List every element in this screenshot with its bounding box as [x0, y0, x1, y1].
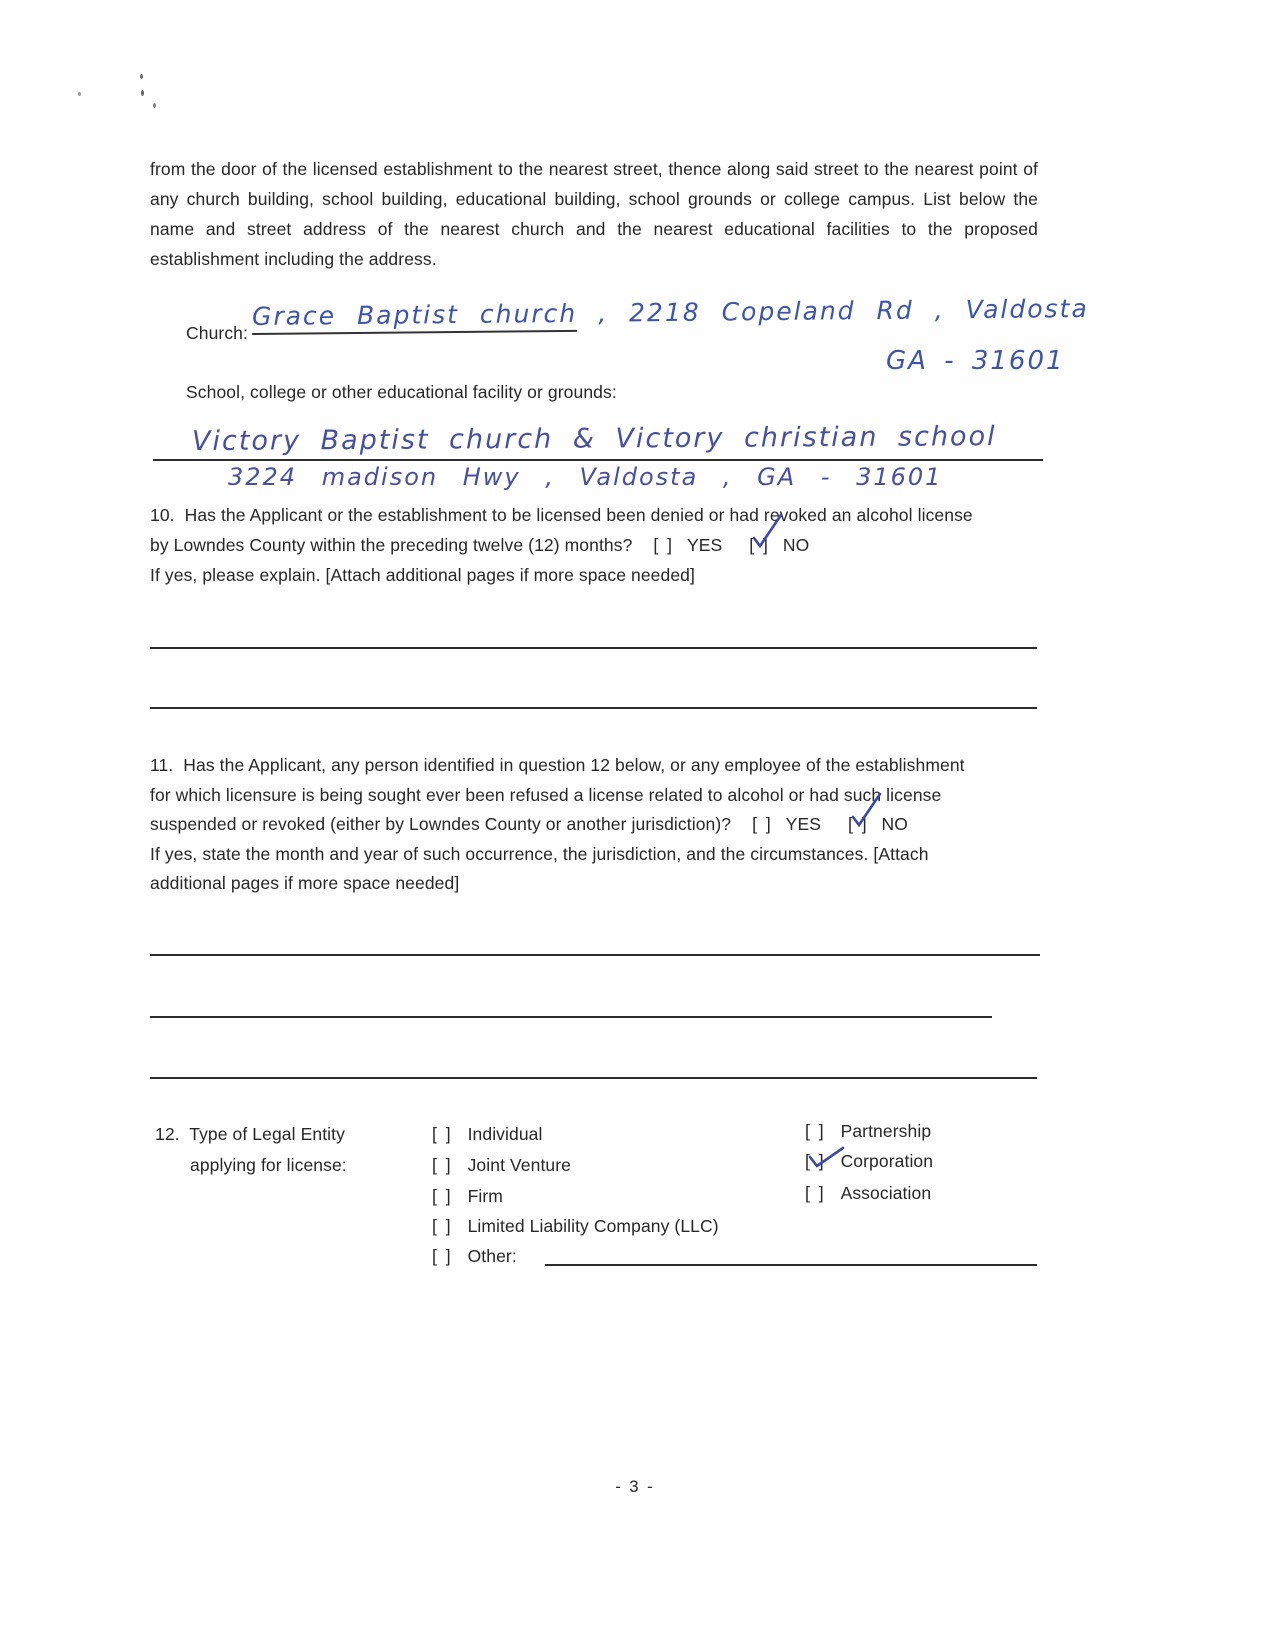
q10-answer-line-1[interactable]: [150, 647, 1037, 649]
school-label: School, college or other educational facility or grounds:: [186, 382, 617, 402]
church-label: Church:: [186, 323, 248, 343]
q10-number: 10.: [150, 505, 175, 525]
corporation-checkbox[interactable]: [ ]: [805, 1151, 826, 1172]
firm-checkbox[interactable]: [ ]: [432, 1186, 453, 1206]
q10-line1: 10. Has the Applicant or the establishment to be licensed been denied or had revoked an alcohol license: [150, 505, 973, 525]
other-checkbox[interactable]: [ ]: [432, 1246, 453, 1266]
ink-speck: [141, 90, 144, 96]
q10-line2: by Lowndes County within the preceding twelve (12) months? [ ] YES [ ] NO: [150, 530, 809, 560]
q11-line1: 11. Has the Applicant, any person identified in question 12 below, or any employee of the establishment: [150, 755, 965, 775]
q12-option-individual: [ ] Individual: [432, 1124, 543, 1144]
partnership-checkbox[interactable]: [ ]: [805, 1121, 826, 1141]
q12-option-other: [ ] Other:: [432, 1246, 517, 1266]
q12-label-line2: applying for license:: [190, 1155, 347, 1175]
q11-number: 11.: [150, 755, 174, 775]
q12-option-association: [ ] Association: [805, 1183, 932, 1203]
ink-speck: [153, 103, 156, 108]
q12-option-corporation: [ ] Corporation: [805, 1151, 933, 1172]
q11-line3: suspended or revoked (either by Lowndes County or another jurisdiction)? [ ] YES [ ] NO: [150, 809, 908, 839]
q11-line2: for which licensure is being sought ever been refused a license related to alcohol or had such license: [150, 785, 942, 805]
school-address-handwritten: 3224 madison Hwy , Valdosta , GA - 31601: [228, 463, 943, 491]
school-answer-line[interactable]: [153, 459, 1043, 461]
q11-answer-line-1[interactable]: [150, 954, 1040, 956]
q12-option-joint-venture: [ ] Joint Venture: [432, 1155, 572, 1175]
q11-answer-line-2[interactable]: [150, 1016, 992, 1018]
joint-venture-checkbox[interactable]: [ ]: [432, 1155, 453, 1175]
q10-no-label: NO: [782, 535, 810, 555]
q11-line5: additional pages if more space needed]: [150, 873, 460, 893]
ink-speck: [140, 74, 143, 79]
q11-line4: If yes, state the month and year of such occurrence, the jurisdiction, and the circumstances. [Attach: [150, 844, 929, 864]
ink-speck: [78, 92, 81, 96]
q12-option-firm: [ ] Firm: [432, 1186, 503, 1206]
q12-number: 12.: [155, 1124, 180, 1144]
q11-yes-checkbox[interactable]: [ ]: [752, 814, 773, 834]
q10-no-checkbox[interactable]: [ ]: [749, 530, 770, 560]
church-handwritten-line: [252, 294, 1089, 331]
q11-no-label: NO: [881, 814, 908, 834]
q11-answer-line-3[interactable]: [150, 1077, 1037, 1079]
intro-paragraph: from the door of the licensed establishment to the nearest street, thence along said street to the nearest point of any church building, school building, educational building, school grounds or college campus. List below the name and street address of the nearest church and the nearest educational facilities to the proposed establishment including the address.: [150, 159, 1038, 269]
q12-label-line1: 12. Type of Legal Entity: [155, 1124, 345, 1144]
q12-option-partnership: [ ] Partnership: [805, 1121, 932, 1141]
association-checkbox[interactable]: [ ]: [805, 1183, 826, 1203]
church-address-line2-handwritten: GA - 31601: [886, 346, 1065, 376]
individual-checkbox[interactable]: [ ]: [432, 1124, 453, 1144]
q12-option-llc: [ ] Limited Liability Company (LLC): [432, 1216, 719, 1236]
church-name-handwritten: Grace Baptist church: [252, 299, 578, 335]
q11-yes-label: YES: [785, 814, 821, 834]
q12-other-answer-line[interactable]: [545, 1264, 1037, 1266]
q10-answer-line-2[interactable]: [150, 707, 1037, 709]
llc-checkbox[interactable]: [ ]: [432, 1216, 453, 1236]
q10-yes-checkbox[interactable]: [ ]: [653, 535, 675, 555]
q10-line3: If yes, please explain. [Attach additional pages if more space needed]: [150, 565, 695, 585]
school-name-handwritten: Victory Baptist church & Victory christian school: [191, 421, 997, 457]
page-number: - 3 -: [615, 1478, 655, 1496]
q10-yes-label: YES: [686, 535, 723, 555]
q11-no-checkbox[interactable]: [ ]: [848, 809, 869, 839]
church-address-handwritten: , 2218 Copeland Rd , Valdosta: [598, 293, 1089, 328]
